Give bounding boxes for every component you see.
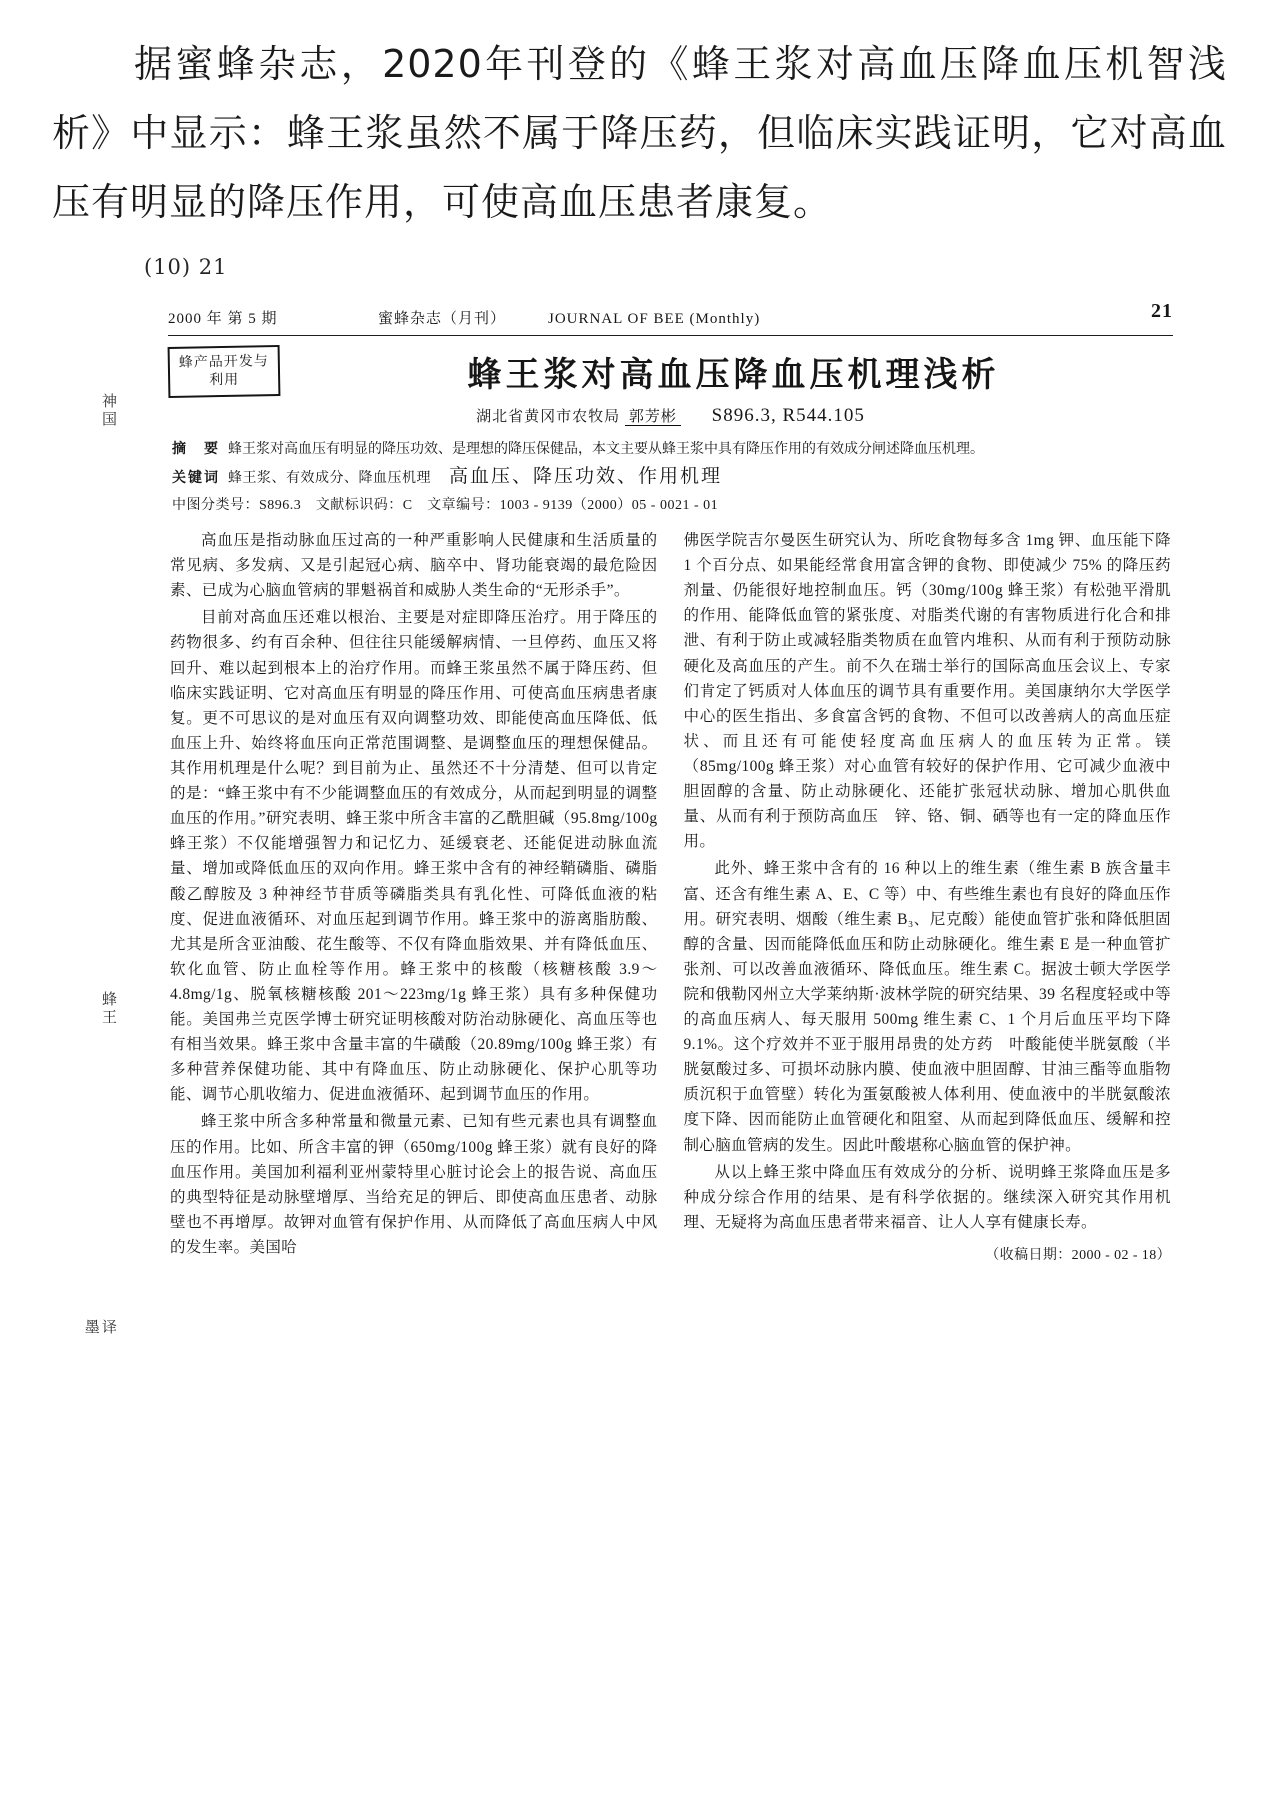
author-affiliation: 湖北省黄冈市农牧局 (476, 409, 621, 426)
paragraph: 佛医学院吉尔曼医生研究认为、所吃食物每多含 1mg 钾、血压能下降 1 个百分点、如果能经常食用富含钾的食物、即使减少 75% 的降压药剂量、仍能很好地控制血压。钙（30mg/100g 蜂王浆）有松弛平滑肌的作用、能降低血管的紧张度、对脂类代谢的有害物质进行化合和排泄、有利于防止或减轻脂类物质在血管内堆积、从而有利于预防动脉硬化及高血压的产生。前不久在瑞士举行的国际高血压会议上、专家们肯定了钙质对人体血压的调节具有重要作用。美国康纳尔大学医学中心的医生指出、多食富含钙的食物、不但可以改善病人的高血压症状、而且还有可能使轻度高血压病人的血压转为正常。镁（85mg/100g 蜂王浆）对心血管有较好的保护作用、它可减少血液中胆固醇的含量、防止动脉硬化、还能扩张冠状动脉、增加心肌供血量、从而有利于预防高血压 锌、铬、铜、硒等也有一定的降血压作用。 (683, 531, 1171, 851)
paragraph: 高血压是指动脉血压过高的一种严重影响人民健康和生活质量的常见病、多发病、又是引起冠心病、脑卒中、肾功能衰竭的最危险因素、已成为心脑血管病的罪魁祸首和威胁人类生命的“无形杀手”。 (170, 531, 658, 600)
page-content (168, 251, 1173, 1267)
header-divider (168, 335, 1173, 336)
section-stamp: 蜂产品开发与利用 (168, 345, 281, 398)
abstract-text: 蜂王浆对高血压有明显的降压功效、是理想的降压保健品，本文主要从蜂王浆中具有降压作用的有效成分闸述降血压机理。 (228, 442, 984, 458)
side-margin-mark-1: 神国 (100, 393, 116, 430)
keywords-label: 关键词 (172, 471, 220, 487)
handwritten-keywords: 高血压、降压功效、作用机理 (449, 466, 723, 488)
running-head-issue: 2000 年 第 5 期 (168, 311, 278, 328)
intro-paragraph (0, 0, 1279, 237)
paragraph: 此外、蜂王浆中含有的 16 种以上的维生素（维生素 B 族含量丰富、还含有维生素 A、E、C 等）中、有些维生素也有良好的降血压作用。研究表明、烟酸（维生素 B₃、尼克酸）能使血管扩张和降低胆固醇的含量、因而能降低血压和防止动脉硬化。维生素 E 是一种血管扩张剂、可以改善血液循环、降低血压。维生素 C。据波士顿大学医学院和俄勒冈州立大学莱纳斯·波林学院的研究结果、39 名程度轻或中等的高血压病人、每天服用 500mg 维生素 C、1 个月后血压平均下降 9.1%。这个疗效并不亚于服用昂贵的处方药 叶酸能使半胱氨酸（半胱氨酸过多、可损坏动脉内膜、使血液中胆固醇、甘油三酯等血脂物质沉积于血管壁）转化为蛋氨酸被人体利用、使血液中的半胱氨酸浓度下降、因而能防止血管硬化和阻窒、从而起到降低血压、缓解和控制心脑血管病的发生。因此叶酸堪称心脑血管的保护神。 (683, 860, 1171, 1154)
running-head-journal-en: JOURNAL OF BEE (Monthly) (548, 311, 761, 328)
running-head-journal-cn: 蜜蜂杂志（月刊） (378, 311, 507, 328)
scanned-journal-page (82, 251, 1191, 1338)
article-body (168, 528, 1173, 1268)
classification-line: 中图分类号：S896.3 文献标识码：C 文章编号：1003 - 9139（2000）05 - 0021 - 01 (172, 497, 719, 513)
side-margin-mark-3: 译墨 (82, 1319, 116, 1338)
handwritten-page-annotation: (10) 21 (144, 255, 228, 280)
byline (168, 405, 1173, 427)
keywords-text: 蜂王浆、有效成分、降血压机理 (228, 471, 431, 487)
paragraph: 蜂王浆中所含多种常量和微量元素、已知有些元素也具有调整血压的作用。比如、所含丰富的钾（650mg/100g 蜂王浆）就有良好的降血压作用。美国加利福利亚州蒙特里心脏讨论会上的报告说、高血压的典型特征是动脉壁增厚、当给充足的钾后、即使高血压患者、动脉壁也不再增厚。故钾对血管有保护作用、从而降低了高血压病人中风的发生率。美国哈 (170, 1113, 658, 1257)
left-column (170, 528, 658, 1268)
right-column (684, 528, 1172, 1268)
handwritten-classification-code: S896.3, R544.105 (711, 405, 865, 427)
abstract-label: 摘 要 (172, 442, 220, 458)
paragraph: 目前对高血压还难以根治、主要是对症即降压治疗。用于降压的药物很多、约有百余种、但往往只能缓解病情、一旦停药、血压又将回升、难以起到根本上的治疗作用。而蜂王浆虽然不属于降压药、但临床实践证明、它对高血压有明显的降压作用、可使高血压病患者康复。更不可思议的是对血压有双向调整功效、即能使高血压降低、低血压上升、始终将血压向正常范围调整、是调整血压的理想保健品。其作用机理是什么呢？到目前为止、虽然还不十分清楚、但可以肯定的是：“蜂王浆中有不少能调整血压的有效成分，从而起到明显的调整血压的作用。”研究表明、蜂王浆中所含丰富的乙酰胆碱（95.8mg/100g 蜂王浆）不仅能增强智力和记忆力、延缓衰老、还能促进动脉血流量、增加或降低血压的双向作用。蜂王浆中含有的神经鞘磷脂、磷脂酸乙醇胺及 3 种神经节苷质等磷脂类具有乳化性、可降低血液的粘度、促进血液循环、对血压起到调节作用。蜂王浆中的游离脂肪酸、尤其是所含亚油酸、花生酸等、不仅有降血脂效果、并有降低血压、软化血管、防止血栓等作用。蜂王浆中的核酸（核糖核酸 3.9～4.8mg/1g、脱氧核糖核酸 201～223mg/1g 蜂王浆）具有多种保健功能。美国弗兰克医学博士研究证明核酸对防治动脉硬化、高血压等也有相当效果。蜂王浆中含量丰富的牛磺酸（20.89mg/100g 蜂王浆）有多种营养保健功能、其中有降血压、防止动脉硬化、保护心肌等功能、调节心肌收缩力、促进血液循环、起到调节血压的作用。 (170, 609, 658, 1104)
side-margin-mark-2: 蜂王 (100, 991, 116, 1028)
received-date: （收稿日期：2000 - 02 - 18） (985, 1248, 1171, 1264)
keywords-line (172, 463, 1169, 492)
paragraph: 从以上蜂王浆中降血压有效成分的分析、说明蜂王浆降血压是多种成分综合作用的结果、是有科学依据的。继续深入研究其作用机理、无疑将为高血压患者带来福音、让人人享有健康长寿。 (683, 1163, 1171, 1231)
running-head (168, 300, 1173, 331)
article-title: 蜂王浆对高血压降血压机理浅析 (467, 355, 1000, 396)
intro-text: 据蜜蜂杂志，2020年刊登的《蜂王浆对高血压降血压机智浅析》中显示：蜂王浆虽然不属于降压药，但临床实践证明，它对高血压有明显的降压作用，可使高血压患者康复。 (52, 42, 1227, 225)
title-row (168, 346, 1173, 397)
abstract-block (168, 439, 1173, 516)
author-name: 郭芳彬 (625, 409, 681, 426)
page-number: 21 (1151, 300, 1173, 323)
